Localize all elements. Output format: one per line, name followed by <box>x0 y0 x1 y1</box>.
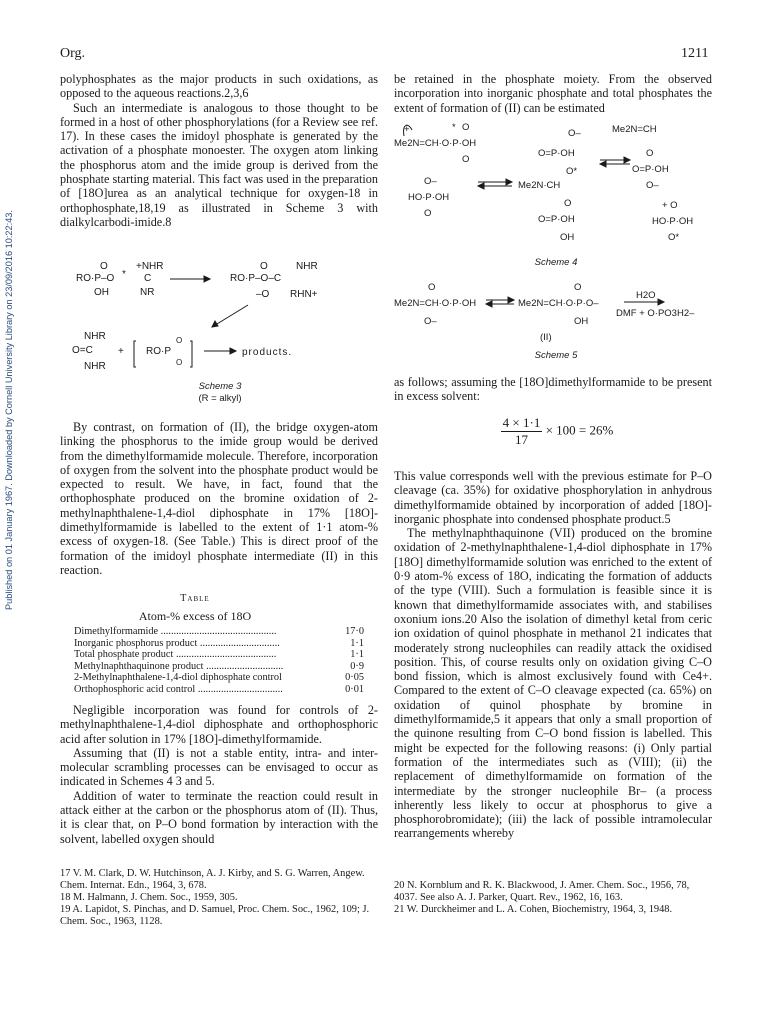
right-column-bottom <box>394 469 712 841</box>
scheme-label: (II) <box>540 332 552 343</box>
scheme-label: OH <box>94 287 109 298</box>
left-column-top <box>60 72 378 229</box>
scheme-label: OH <box>574 316 589 327</box>
scheme-label: +NHR <box>136 261 164 272</box>
table-row <box>74 684 364 696</box>
scheme-label: O– <box>424 316 437 327</box>
scheme-3-caption: Scheme 3 <box>198 381 242 392</box>
scheme-label: + O <box>662 200 678 211</box>
table-cell-label: Orthophosphoric acid control ................................. <box>74 683 283 695</box>
scheme-label: O– <box>568 128 581 139</box>
scheme-label: O <box>260 261 268 272</box>
footnote: 17 V. M. Clark, D. W. Hutchinson, A. J. Kirby, and S. G. Warren, Angew. Chem. Internat. Edn., 1964, 3, 678. <box>60 868 365 891</box>
data-table <box>74 626 364 696</box>
table-cell-label: 2-Methylnaphthalene-1,4-diol diphosphate control <box>74 672 282 684</box>
scheme-label: O <box>462 154 470 165</box>
scheme-label: C <box>144 273 152 284</box>
formula-result: × 100 = 26% <box>545 422 614 438</box>
scheme-label: Me2N·CH <box>518 180 561 191</box>
scheme-label: * <box>452 122 456 133</box>
scheme-label: + <box>404 124 410 135</box>
table-row <box>74 626 364 638</box>
scheme-label: Me2N=CH·O·P·OH <box>394 138 477 149</box>
footnote: 19 A. Lapidot, S. Pinchas, and D. Samuel, Proc. Chem. Soc., 1962, 109; J. Chem. Soc., 1963, 1128. <box>60 904 370 927</box>
paragraph: The methylnaphthaquinone (VII) produced on the bromine oxidation of 2-methylnaphthalene-1,4-diol diphosphate in 17% [18O] dimethylformamide solution was enriched to the extent of 0·9 atom-% excess of 18O, indicating the formation of adducts of the type (VIII). Such a formulation is feasible since it is known that dimethylformamide associates with, and stabilises oxonium ions.20 Also the isolation of dimethyl ketal from ceric ion oxidation of quinol phosphate in methanol 21 indicates that moderately strong nucleophiles can readily attack the oxidised position. This, of course results only on oxidation giving C–O bond fission, which is almost exclusively found with Ce4+. Compared to the extent of C–O cleavage expected (ca. 65%) on oxidation of quinol phosphate by bromine in dimethylformamide,5 it appears that only a small proportion of the quinone resulting from C–O bond fission is labelled. This might be expected for the following reasons: (i) Only partial formation of the intermediates such as (VIII); (ii) the replacement of dimethylformamide on formation of the intermediate by the stronger nucleophile Br– (a process inherently less likely to occur at phosphorus to give a phosphorobromidate); (iii) the lack of possible intramolecular rearrangements whereby <box>394 526 712 841</box>
scheme-label: HO·P·OH <box>408 192 450 203</box>
scheme-label: NHR <box>84 361 106 372</box>
scheme-label: O <box>564 198 572 209</box>
scheme-label: + <box>118 346 124 357</box>
scheme-label: O=P·OH <box>538 214 575 225</box>
scheme-label: O <box>574 282 582 293</box>
scheme-label: O <box>462 122 470 133</box>
scheme-label: RHN+ <box>290 289 318 300</box>
paragraph: polyphosphates as the major products in such oxidations, as opposed to the aqueous reactions.2,3,6 <box>60 72 378 101</box>
scheme-label: * <box>122 269 126 280</box>
scheme-3-diagram <box>70 255 370 395</box>
left-column-mid <box>60 420 378 577</box>
formula-denominator: 17 <box>514 432 528 447</box>
footnote: 20 N. Kornblum and R. K. Blackwood, J. Amer. Chem. Soc., 1956, 78, 4037. See also A. J. Parker, Quart. Rev., 1962, 16, 163. <box>394 880 690 903</box>
scheme-3-subcaption: (R = alkyl) <box>198 393 242 404</box>
right-column-mid <box>394 375 712 404</box>
scheme-label: NHR <box>296 261 318 272</box>
table-cell-label: Inorganic phosphorus product ............................... <box>74 637 280 649</box>
scheme-label: HO·P·OH <box>652 216 694 227</box>
table-cell-label: Methylnaphthaquinone product .............................. <box>74 660 284 672</box>
paragraph: By contrast, on formation of (II), the bridge oxygen-atom linking the phosphorus to the imide group would be derived from the dimethylformamide molecule. Therefore, incorporation of oxygen from the solvent into the phosphate product would be expected to result. We have, in fact, found that the orthophosphate produced on the bromine oxidation of 2-methylnaphthalene-1,4-diol diphosphate in 17% [18O]-dimethylformamide is labelled to the extent of 1·1 atom-% excess of oxygen-18. (See Table.) This is direct proof of the formation of the imidoyl phosphate intermediate (II) in this reaction. <box>60 420 378 577</box>
scheme-label: NR <box>140 287 155 298</box>
scheme-4-diagram <box>394 116 712 258</box>
paragraph: This value corresponds well with the previous estimate for P–O cleavage (ca. 35%) for oxidative phosphorylation in anhydrous dimethylformamide obtained by incorporation of added [18O]-inorganic phosphate into condensed phosphate product.5 <box>394 469 712 526</box>
paragraph: Assuming that (II) is not a stable entity, intra- and inter-molecular scrambling processes can be envisaged to occur as indicated in Schemes 4 3 and 5. <box>60 745 378 789</box>
table-cell-value: 1·1 <box>350 649 364 661</box>
page-number: 1211 <box>681 46 709 61</box>
table-row <box>74 672 364 684</box>
scheme-label: Me2N=CH·O·P·OH <box>394 298 477 309</box>
paragraph: Addition of water to terminate the reaction could result in attack either at the carbon or the phosphorus atom of (II). Thus, it is clear that, on P–O bond formation by interaction with the solvent, labelled oxygen should <box>60 788 378 846</box>
scheme-label: DMF + O·PO3H2– <box>616 308 695 319</box>
formula-numerator: 4 × 1·1 <box>502 415 541 430</box>
table-row <box>74 649 364 661</box>
scheme-label: NHR <box>84 331 106 342</box>
table-cell-value: 0·01 <box>345 683 364 695</box>
table-cell-label: Dimethylformamide ............................................. <box>74 626 277 637</box>
table-subtitle: Atom-% excess of 18O <box>138 609 252 623</box>
scheme-label: O <box>646 148 654 159</box>
table-cell-value: 0·05 <box>345 672 364 684</box>
scheme-label: RO·P–O <box>76 273 115 284</box>
table-cell-value: 0·9 <box>350 660 364 672</box>
paragraph: Negligible incorporation was found for controls of 2-methylnaphthalene-1,4-diol diphosphate and orthophosphoric acid after solution in 17% [18O]-dimethylformamide. <box>60 703 378 746</box>
footnotes-left <box>60 868 378 928</box>
formula-fraction <box>501 415 543 448</box>
right-column-top <box>394 72 712 115</box>
scheme-label: O <box>100 261 108 272</box>
scheme-label: O=C <box>72 345 93 356</box>
scheme-label: O– <box>424 176 437 187</box>
download-notice: Published on 01 January 1967. Downloaded by Cornell University Library on 23/09/2016 10:22:43. <box>4 210 14 610</box>
footnotes-right <box>394 880 712 916</box>
table-row <box>74 661 364 673</box>
scheme-4-caption: Scheme 4 <box>534 257 578 268</box>
journal-name: Org. <box>60 46 86 61</box>
paragraph: Such an intermediate is analogous to those thought to be formed in a host of other phosphorylations (for a Review see ref. 17). In these cases the imidoyl phosphate is generated by the activation of a phosphate monoester. The oxygen atom linking the phosphorus atom and the imide group is derived from the phosphate starting material. This fact was used in the preparation of [18O]urea as an analytical technique for oxygen-18 in orthophosphate,18,19 as illustrated in Scheme 3 with dialkylcarbodi-imide.8 <box>60 100 378 229</box>
scheme-5-diagram <box>394 278 712 348</box>
footnote: 18 M. Halmann, J. Chem. Soc., 1959, 305. <box>60 892 238 903</box>
estimate-formula <box>412 415 702 448</box>
scheme-label: H2O <box>636 290 656 301</box>
scheme-label: –O <box>256 289 270 300</box>
table-cell-value: 17·0 <box>345 626 364 637</box>
footnote: 21 W. Durckheimer and L. A. Cohen, Biochemistry, 1964, 3, 1948. <box>394 904 673 915</box>
download-sidebar <box>2 180 16 640</box>
scheme-label: O=P·OH <box>538 148 575 159</box>
scheme-label: RO·P–O–C <box>230 273 282 284</box>
table-title: Table <box>180 593 210 604</box>
scheme-label: O <box>428 282 436 293</box>
scheme-label: OH <box>560 232 575 243</box>
scheme-label: O– <box>646 180 659 191</box>
scheme-label: O <box>176 336 183 345</box>
scheme-label: O <box>424 208 432 219</box>
table-cell-label: Total phosphate product ....................................... <box>74 649 277 661</box>
paragraph: as follows; assuming the [18O]dimethylformamide to be present in excess solvent: <box>394 375 712 404</box>
scheme-label: Me2N=CH <box>612 124 657 135</box>
table-row <box>74 638 364 650</box>
scheme-label: RO·P <box>146 346 171 357</box>
table-cell-value: 1·1 <box>350 637 364 649</box>
scheme-label: O <box>176 358 183 367</box>
scheme-label: products. <box>242 347 293 358</box>
scheme-label: O=P·OH <box>632 164 669 175</box>
scheme-label: O* <box>566 166 578 177</box>
scheme-5-caption: Scheme 5 <box>534 350 578 361</box>
scheme-label: O* <box>668 232 680 243</box>
scheme-label: Me2N=CH·O·P·O– <box>518 298 599 309</box>
left-column-bottom <box>60 703 378 846</box>
paragraph: be retained in the phosphate moiety. From the observed incorporation into inorganic phosphate and total phosphates the extent of formation of (II) can be estimated <box>394 72 712 115</box>
